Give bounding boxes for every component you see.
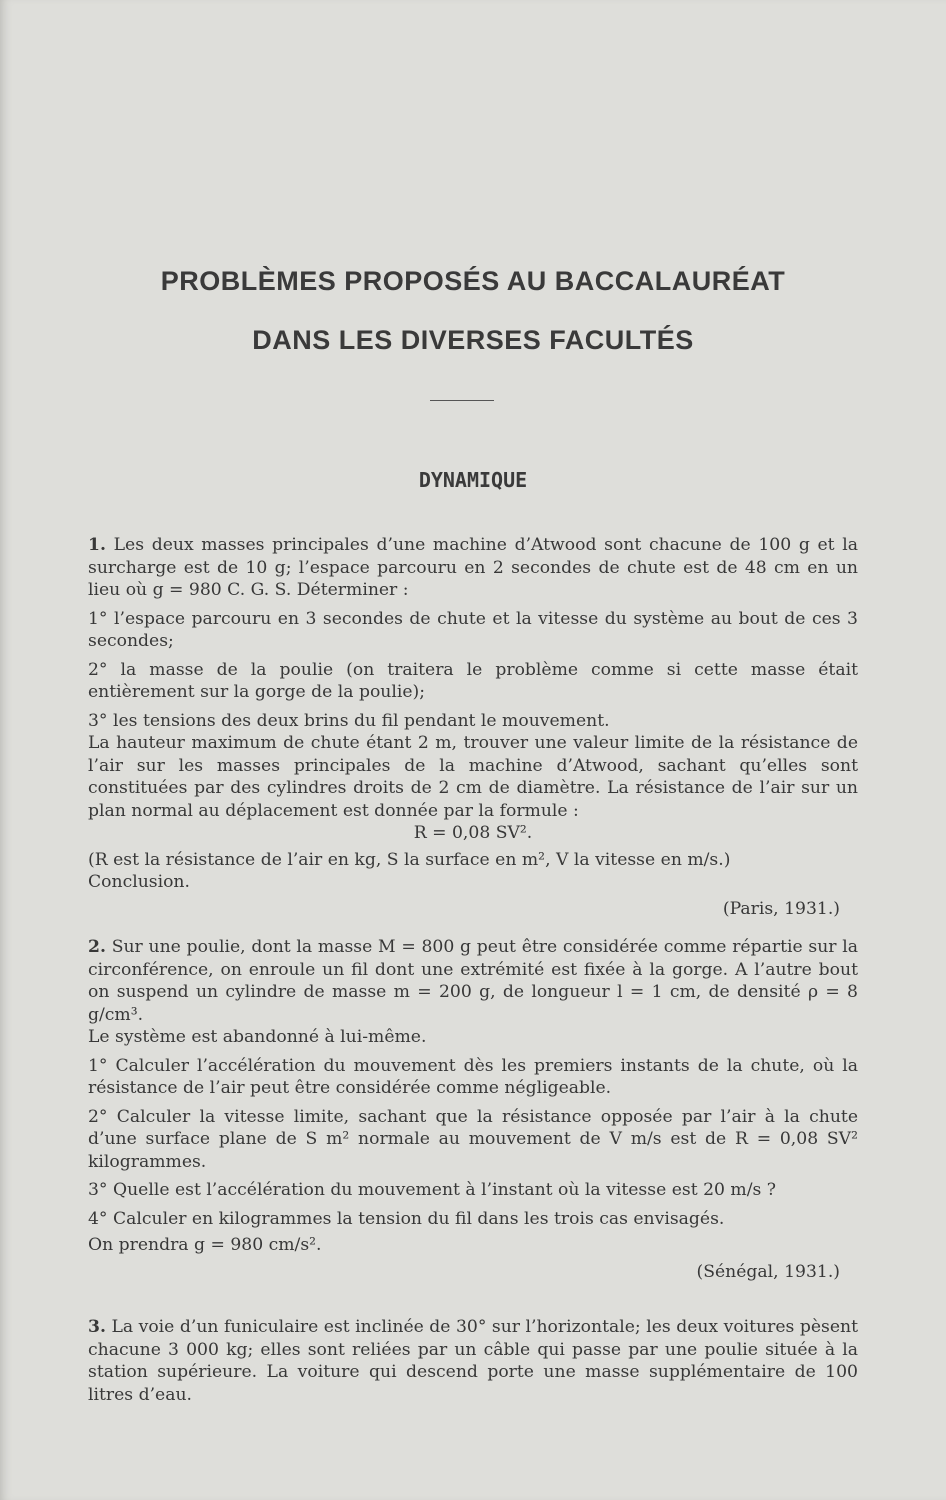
question-3: 3° Quelle est l’accélération du mouvement à l’instant où la vitesse est 20 m/s ? bbox=[88, 1180, 776, 1200]
given-value: On prendra g = 980 cm/s². bbox=[88, 1235, 322, 1255]
problem-2 bbox=[88, 936, 858, 1283]
section-heading: DYNAMIQUE bbox=[418, 468, 528, 492]
formula-legend: (R est la résistance de l’air en kg, S la surface en m², V la vitesse en m/s.) bbox=[88, 849, 731, 870]
question-2: 2° la masse de la poulie (on traitera le problème comme si cette masse était entièrement sur la gorge de la poulie); bbox=[88, 659, 858, 702]
problem-3 bbox=[88, 1316, 858, 1406]
problem-extra: La hauteur maximum de chute étant 2 m, trouver une valeur limite de la résistance de l’air sur les masses principales de la machine d’Atwood, sachant qu’elles sont constituées par des cylindres droits de 2 cm de diamètre. La résistance de l’air sur un plan normal au déplacement est donnée par la formule : bbox=[88, 733, 858, 821]
problem-source: (Sénégal, 1931.) bbox=[696, 1261, 840, 1282]
problem-source: (Paris, 1931.) bbox=[722, 898, 840, 919]
problem-1 bbox=[88, 534, 858, 920]
problem-statement: Le système est abandonné à lui-même. bbox=[88, 1027, 427, 1047]
problem-intro: Les deux masses principales d’une machine d’Atwood sont chacune de 100 g et la surcharge est de 10 g; l’espace parcouru en 2 secondes de chute est de 48 cm en un lieu où g = 980 C. G. S. Déterminer : bbox=[88, 535, 858, 600]
question-4: 4° Calculer en kilogrammes la tension du fil dans les trois cas envisagés. bbox=[88, 1208, 725, 1229]
question-3: 3° les tensions des deux brins du fil pendant le mouvement. bbox=[88, 710, 610, 731]
problem-intro: Sur une poulie, dont la masse M = 800 g peut être considérée comme répartie sur la circonférence, on enroule un fil dont une extrémité est fixée à la gorge. A l’autre bout on suspend un cylindre de masse m = 200 g, de longueur l = 1 cm, de densité ρ = 8 g/cm³. bbox=[88, 937, 858, 1025]
title-divider bbox=[430, 400, 494, 401]
problem-intro: La voie d’un funiculaire est inclinée de 30° sur l’horizontale; les deux voitures pèsent chacune 3 000 kg; elles sont reliées par un câble qui passe par une poulie située à la station supérieure. La voiture qui descend porte une masse supplémentaire de 100 litres d’eau. bbox=[88, 1317, 859, 1405]
formula: R = 0,08 SV². bbox=[413, 823, 533, 843]
problem-number: 3. bbox=[88, 1317, 106, 1337]
problem-number: 1. bbox=[88, 535, 106, 555]
page-title-line-1: PROBLÈMES PROPOSÉS AU BACCALAURÉAT bbox=[160, 266, 786, 296]
question-2: 2° Calculer la vitesse limite, sachant que la résistance opposée par l’air à la chute d’une surface plane de S m² normale au mouvement de V m/s est de R = 0,08 SV² kilogrammes. bbox=[88, 1106, 858, 1172]
page-title-line-2: DANS LES DIVERSES FACULTÉS bbox=[252, 325, 694, 355]
question-1: 1° l’espace parcouru en 3 secondes de chute et la vitesse du système au bout de ces 3 secondes; bbox=[88, 608, 858, 651]
conclusion: Conclusion. bbox=[88, 872, 190, 892]
problem-number: 2. bbox=[88, 937, 106, 957]
question-1: 1° Calculer l’accélération du mouvement dès les premiers instants de la chute, où la résistance de l’air peut être considérée comme négligeable. bbox=[88, 1055, 858, 1098]
